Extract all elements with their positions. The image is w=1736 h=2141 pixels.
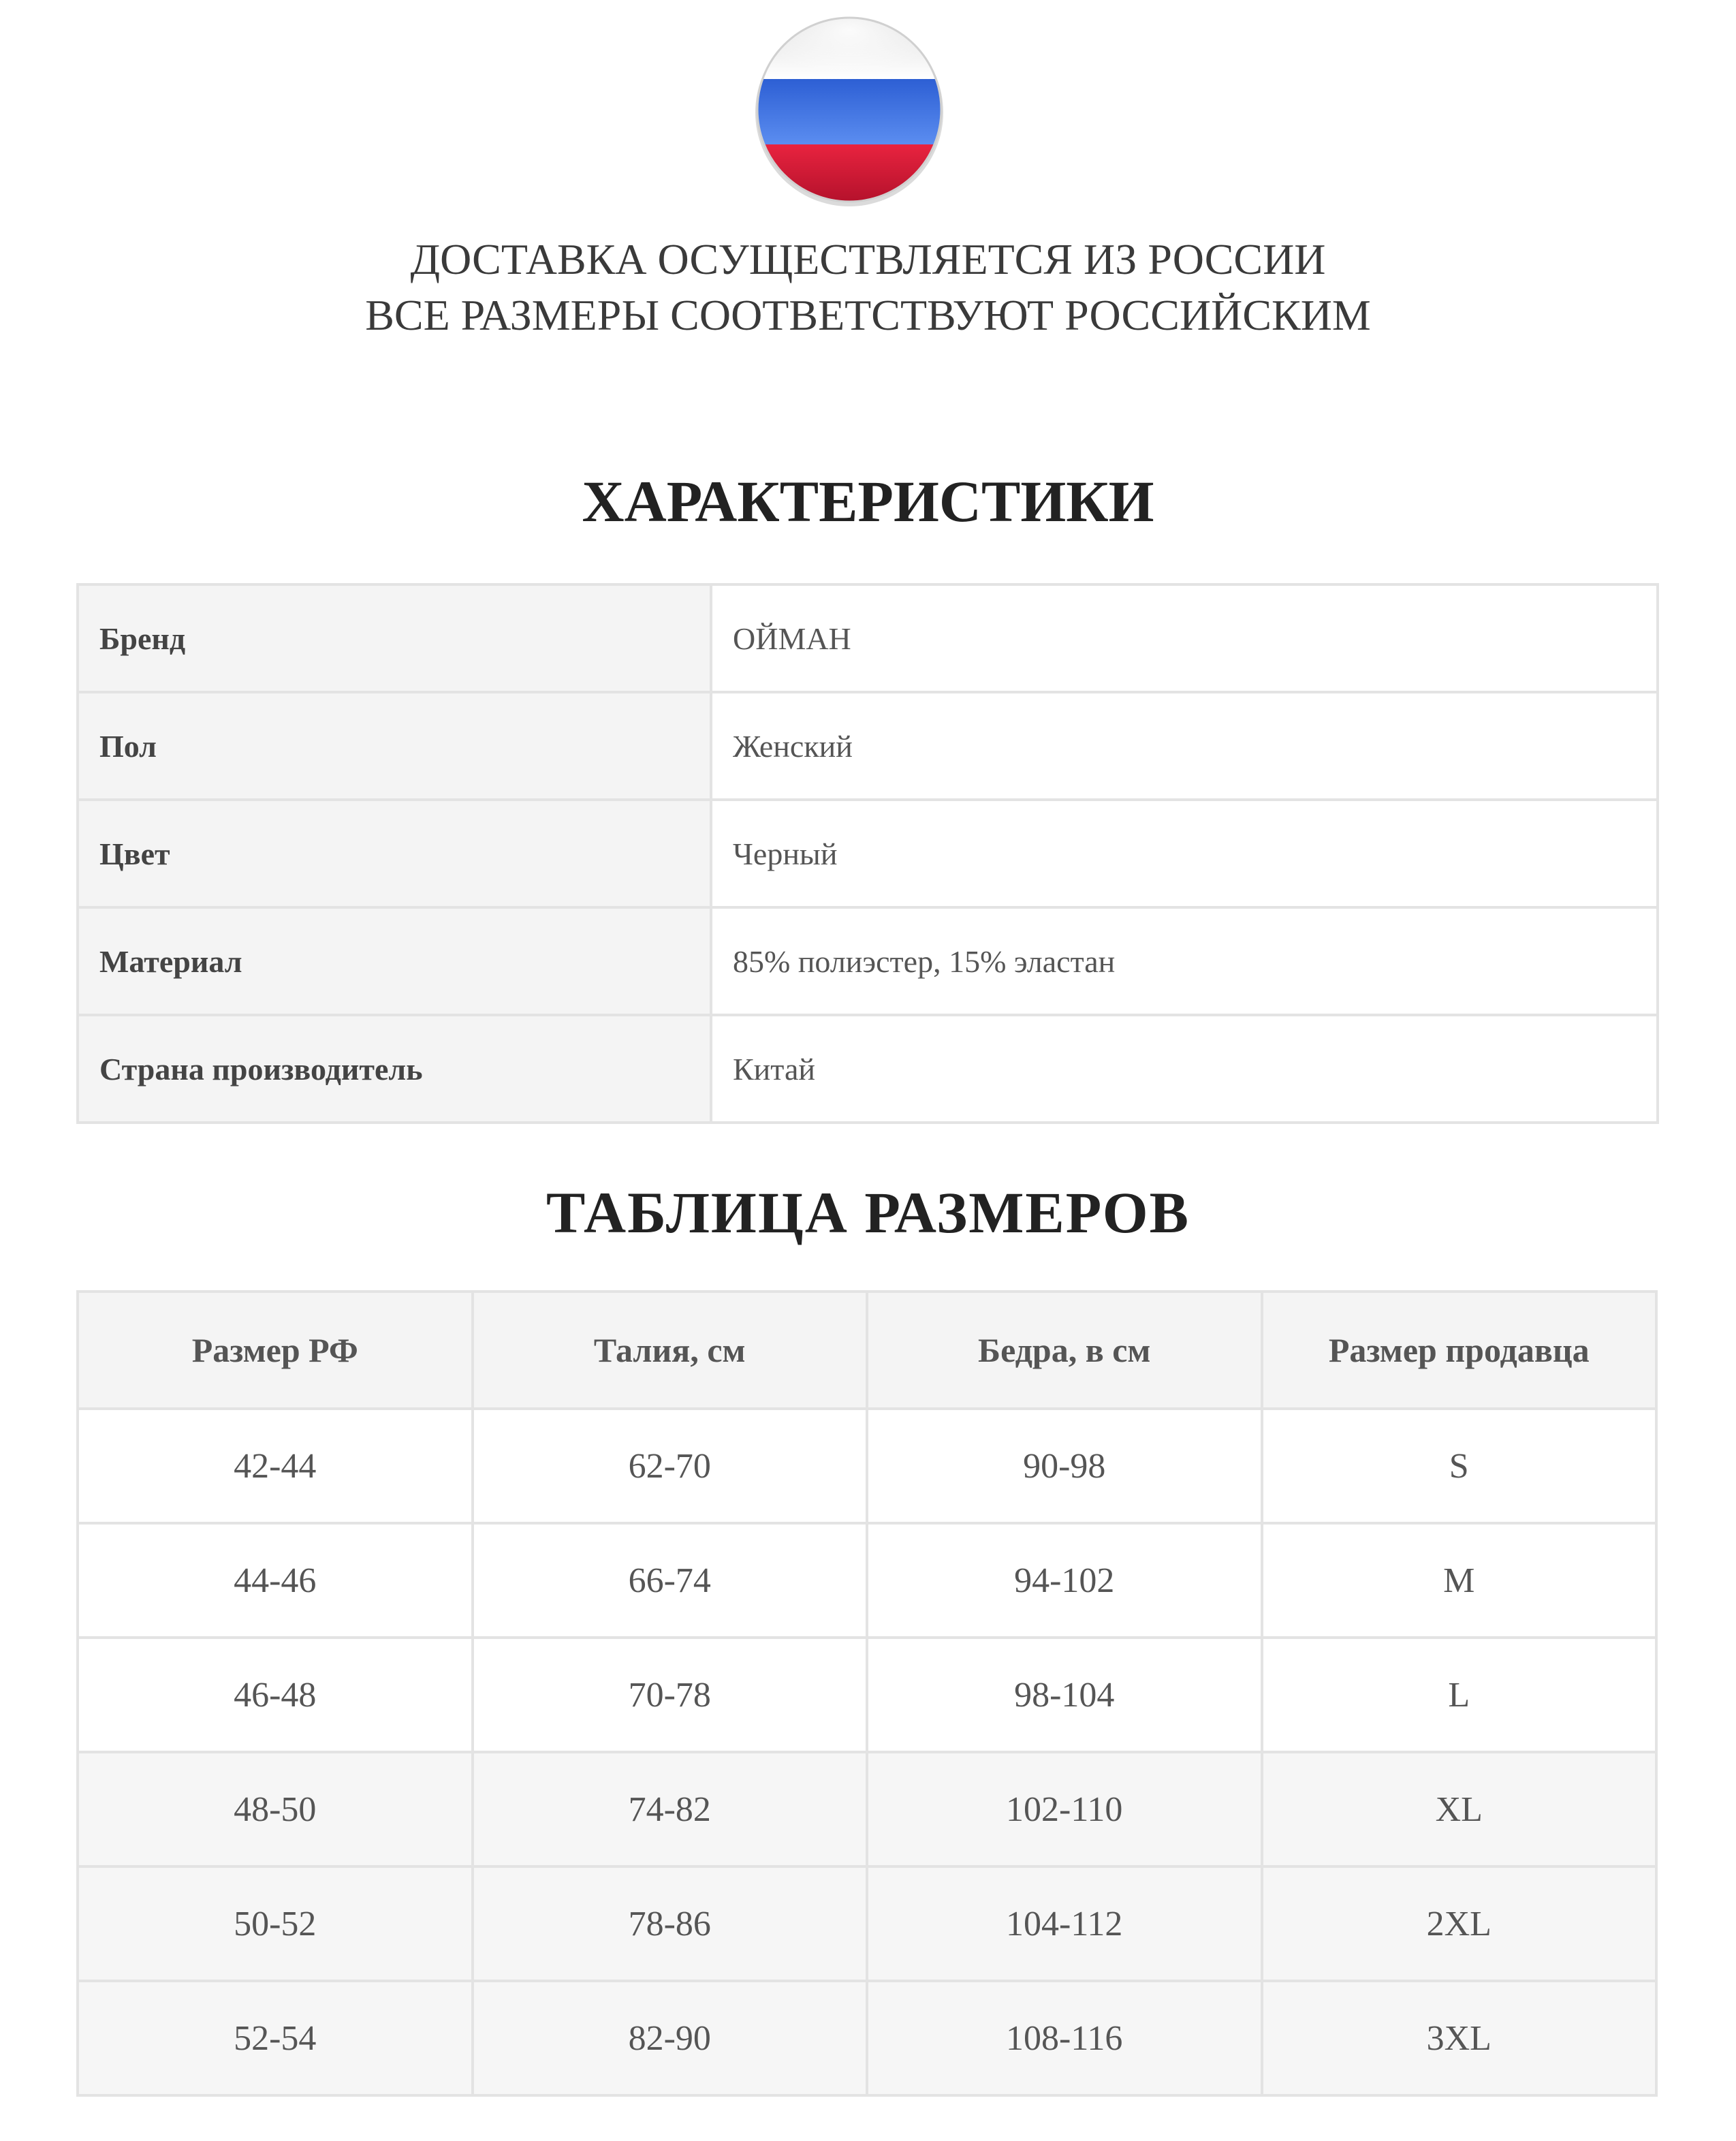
cell-hips: 108-116 <box>867 1981 1262 2095</box>
notice-line-2: ВСЕ РАЗМЕРЫ СООТВЕТСТВУЮТ РОССИЙСКИМ <box>365 291 1371 339</box>
delivery-notice <box>0 232 1736 343</box>
specs-row-material <box>78 907 1658 1015</box>
cell-ru-size: 44-46 <box>78 1523 473 1638</box>
russia-flag-badge-icon <box>752 12 947 207</box>
header-seller-size: Размер продавца <box>1262 1292 1657 1409</box>
cell-waist: 78-86 <box>473 1866 868 1981</box>
flag-svg <box>752 12 947 207</box>
table-row <box>78 1638 1656 1752</box>
specs-row-brand <box>78 584 1658 692</box>
notice-line-1: ДОСТАВКА ОСУЩЕСТВЛЯЕТСЯ ИЗ РОССИИ <box>410 235 1326 283</box>
header-ru-size: Размер РФ <box>78 1292 473 1409</box>
header-hips: Бедра, в см <box>867 1292 1262 1409</box>
table-row <box>78 1866 1656 1981</box>
specs-key: Бренд <box>78 584 711 692</box>
cell-hips: 94-102 <box>867 1523 1262 1638</box>
table-row <box>78 1523 1656 1638</box>
table-row <box>78 1752 1656 1866</box>
cell-hips: 90-98 <box>867 1409 1262 1523</box>
specs-value: Женский <box>711 692 1658 800</box>
cell-hips: 102-110 <box>867 1752 1262 1866</box>
specs-value: ОЙМАН <box>711 584 1658 692</box>
specs-title: ХАРАКТЕРИСТИКИ <box>582 469 1154 534</box>
cell-waist: 62-70 <box>473 1409 868 1523</box>
specs-key: Материал <box>78 907 711 1015</box>
cell-waist: 82-90 <box>473 1981 868 2095</box>
cell-seller-size: M <box>1262 1523 1657 1638</box>
specs-row-gender <box>78 692 1658 800</box>
cell-hips: 104-112 <box>867 1866 1262 1981</box>
table-row <box>78 1981 1656 2095</box>
cell-ru-size: 42-44 <box>78 1409 473 1523</box>
cell-seller-size: 3XL <box>1262 1981 1657 2095</box>
size-table <box>76 1290 1658 2097</box>
cell-ru-size: 46-48 <box>78 1638 473 1752</box>
cell-seller-size: S <box>1262 1409 1657 1523</box>
cell-hips: 98-104 <box>867 1638 1262 1752</box>
cell-waist: 66-74 <box>473 1523 868 1638</box>
specs-key: Цвет <box>78 800 711 907</box>
cell-ru-size: 52-54 <box>78 1981 473 2095</box>
cell-seller-size: 2XL <box>1262 1866 1657 1981</box>
specs-row-color <box>78 800 1658 907</box>
cell-ru-size: 50-52 <box>78 1866 473 1981</box>
specs-value: Китай <box>711 1015 1658 1123</box>
specs-key: Страна производитель <box>78 1015 711 1123</box>
cell-waist: 74-82 <box>473 1752 868 1866</box>
specs-table <box>76 583 1659 1124</box>
size-table-header-row <box>78 1292 1656 1409</box>
specs-value: Черный <box>711 800 1658 907</box>
table-row <box>78 1409 1656 1523</box>
specs-row-country <box>78 1015 1658 1123</box>
sizes-title: ТАБЛИЦА РАЗМЕРОВ <box>546 1180 1190 1245</box>
cell-seller-size: XL <box>1262 1752 1657 1866</box>
cell-seller-size: L <box>1262 1638 1657 1752</box>
header-waist: Талия, см <box>473 1292 868 1409</box>
specs-key: Пол <box>78 692 711 800</box>
cell-waist: 70-78 <box>473 1638 868 1752</box>
cell-ru-size: 48-50 <box>78 1752 473 1866</box>
specs-value: 85% полиэстер, 15% эластан <box>711 907 1658 1015</box>
